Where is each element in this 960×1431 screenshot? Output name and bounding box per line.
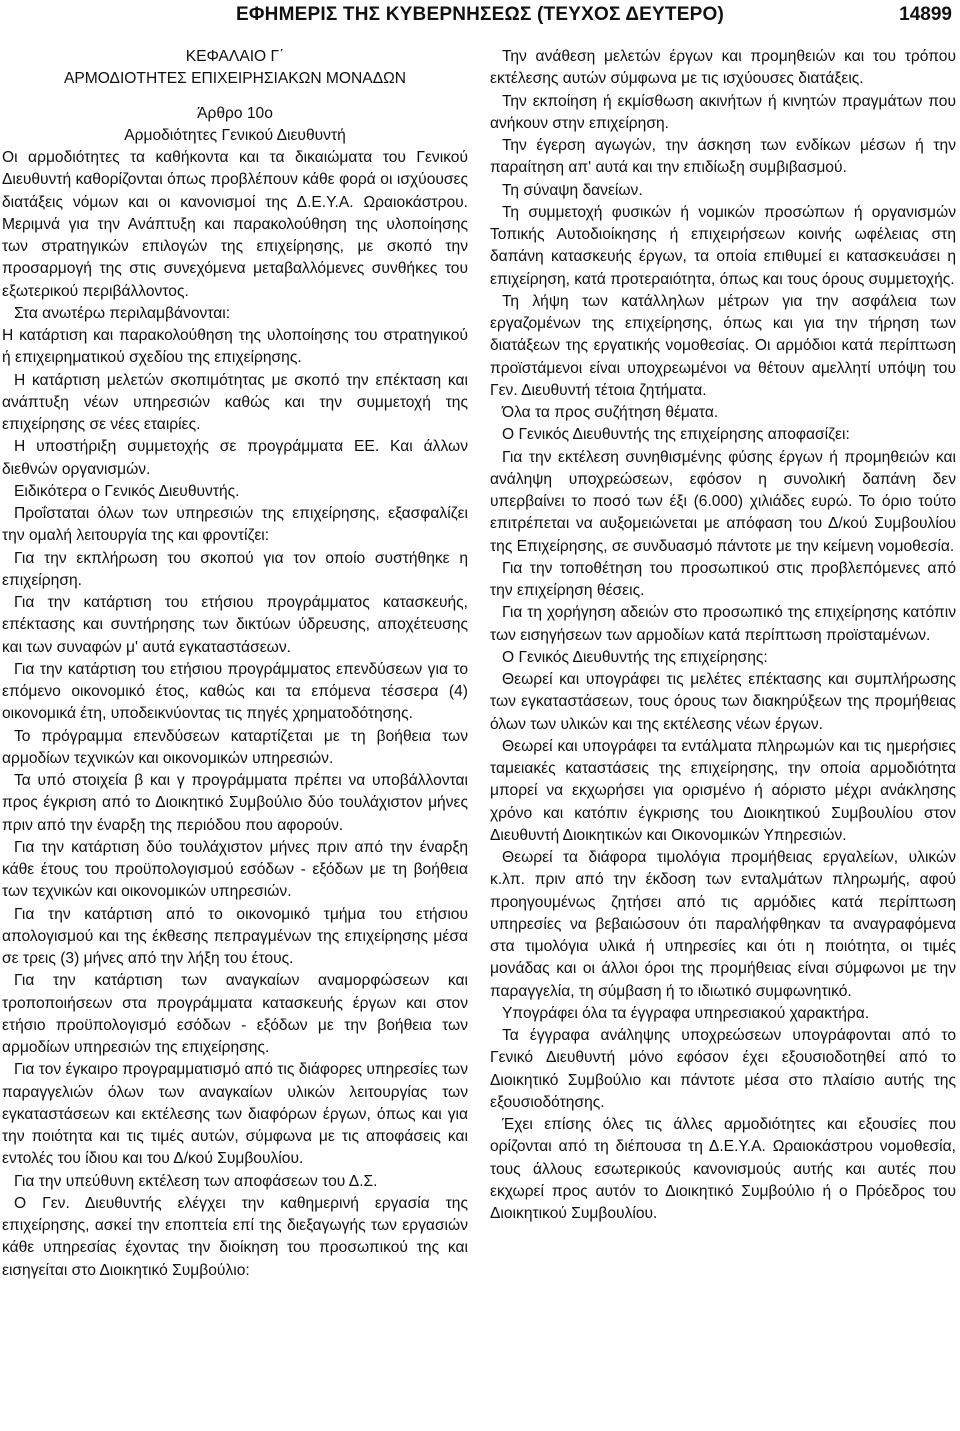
- paragraph: Την έγερση αγωγών, την άσκηση των ενδίκων μέσων ή την παραίτηση απ' αυτά και την επιδίωξη συμβιβασμού.: [490, 137, 956, 177]
- page-number: 14899: [899, 4, 952, 25]
- paragraph: Για την κατάρτιση του ετήσιου προγράμματος επενδύσεων για το επόμενο οικονομικό έτος, καθώς και τα επόμενα τέσσερα (4) οικονομικά έτη, υποδεικνύοντας τις πηγές χρηματοδότησης.: [2, 660, 468, 723]
- paragraph: Το πρόγραμμα επενδύσεων καταρτίζεται με τη βοήθεια των αρμοδίων τεχνικών και οικονομικών υπηρεσιών.: [2, 727, 468, 767]
- paragraph: Για την κατάρτιση δύο τουλάχιστον μήνες πριν από την έναρξη κάθε έτους του προϋπολογισμού εσόδων - εξόδων με τη βοήθεια των τεχνικών και οικονομικών υπηρεσιών.: [2, 838, 468, 901]
- paragraph: Τα υπό στοιχεία β και γ προγράμματα πρέπει να υποβάλλονται προς έγκριση από το Διοικητικό Συμβούλιο δύο τουλάχιστον μήνες πριν από την έναρξη της περιόδου που αφορούν.: [2, 772, 468, 834]
- paragraph: Ο Γενικός Διευθυντής της επιχείρησης αποφασίζει:: [502, 426, 850, 444]
- paragraph: Για την κατάρτιση του ετήσιου προγράμματος κατασκευής, επέκτασης και συντήρησης των δικτύων ύδρευσης, αποχέτευσης και των συναφών μ' αυτά εγκαταστάσεων.: [2, 594, 468, 656]
- paragraph: Ειδικότερα ο Γενικός Διευθυντής.: [14, 482, 240, 500]
- paragraph: Υπογράφει όλα τα έγγραφα υπηρεσιακού χαρακτήρα.: [502, 1004, 870, 1022]
- paragraph: Τη λήψη των κατάλληλων μέτρων για την ασφάλεια των εργαζομένων της επιχείρησης, όπως και για την τήρηση των διατάξεων της εργατικής νομοθεσίας. Οι αρμόδιοι κατά περίπτωση προϊστάμενοι είναι υποχρεωμένοι να θέτουν αμελλητί υπόψη του Γεν. Διευθυντή τέτοια ζητήματα.: [490, 292, 956, 399]
- paragraph: Για την εκπλήρωση του σκοπού για τον οποίο συστήθηκε η επιχείρηση.: [2, 549, 468, 589]
- paragraph: Για την τοποθέτηση του προσωπικού στις προβλεπόμενες από την επιχείρηση θέσεις.: [490, 559, 956, 599]
- chapter-title: ΑΡΜΟΔΙΟΤΗΤΕΣ ΕΠΙΧΕΙΡΗΣΙΑΚΩΝ ΜΟΝΑΔΩΝ: [63, 70, 407, 88]
- paragraph: Τη συμμετοχή φυσικών ή νομικών προσώπων ή οργανισμών Τοπικής Αυτοδιοίκησης ή επιχειρήσεων κοινής ωφέλειας στη δαπάνη κατασκευής έργων, τα οποία επιθυμεί ει κατασκευάσει η επιχείρηση, κατά προτεραιότητα, όπως και τους όρους συμμετοχής.: [490, 203, 956, 288]
- paragraph: Έχει επίσης όλες τις άλλες αρμοδιότητες και εξουσίες που ορίζονται από τη διέπουσα τη Δ.Ε.Υ.Α. Ωραιοκάστρου νομοθεσία, τους άλλους εσωτερικούς κανονισμούς αυτής και αυτές που εκχωρεί προς αυτόν το Διοικητικό Συμβούλιο ή ο Πρόεδρος του Διοικητικού Συμβουλίου.: [490, 1116, 956, 1222]
- paragraph: Για την υπεύθυνη εκτέλεση των αποφάσεων του Δ.Σ.: [14, 1172, 378, 1190]
- paragraph: Για την κατάρτιση των αναγκαίων αναμορφώσεων και τροποποιήσεων στα προγράμματα κατασκευής έργων και στον ετήσιο προϋπολογισμό εσόδων - εξόδων με την βοήθεια των αρμοδίων υπηρεσιών της επιχείρησης.: [2, 972, 468, 1056]
- article-heading: Άρθρο 10ο: [197, 104, 273, 122]
- paragraph: Ο Γεν. Διευθυντής ελέγχει την καθημερινή εργασία της επιχείρησης, ασκεί την εποπτεία επί της διεξαγωγής των εργασιών κάθε υπηρεσίας έχοντας την διοίκηση του προσωπικού της και εισηγείται στο Διοικητικό Συμβούλιο:: [2, 1194, 468, 1279]
- paragraph: Για την κατάρτιση από το οικονομικό τμήμα του ετήσιου απολογισμού και της έκθεσης πεπραγμένων της επιχείρησης μέσα σε τρεις (3) μήνες από την λήξη του έτους.: [2, 905, 468, 967]
- paragraph: Ο Γενικός Διευθυντής της επιχείρησης:: [502, 648, 768, 666]
- paragraph: Στα ανωτέρω περιλαμβάνονται:: [14, 304, 231, 322]
- page-header: [0, 0, 960, 36]
- paragraph: Η υποστήριξη συμμετοχής σε προγράμματα ΕΕ. Και άλλων διεθνών οργανισμών.: [2, 438, 468, 478]
- paragraph: Η κατάρτιση μελετών σκοπιμότητας με σκοπό την επέκταση και ανάπτυξη νέων υπηρεσιών καθώς και την συμμετοχή της επιχείρησης σε νέες εταιρίες.: [2, 371, 468, 433]
- paragraph: Τη σύναψη δανείων.: [502, 181, 643, 199]
- left-column: [2, 46, 468, 1282]
- paragraph: Τα έγγραφα ανάληψης υποχρεώσεων υπογράφονται από το Γενικό Διευθυντή μόνο εφόσον έχει εξουσιοδοτηθεί από το Διοικητικό Συμβούλιο και πάντοτε μέσα στο πλαίσιο αυτής της εξουσιοδότησης.: [490, 1027, 956, 1111]
- paragraph: Την ανάθεση μελετών έργων και προμηθειών και του τρόπου εκτέλεσης αυτών σύμφωνα με τις ισχύουσες διατάξεις.: [490, 48, 956, 88]
- paragraph: Για την εκτέλεση συνηθισμένης φύσης έργων ή προμηθειών και ανάληψη υποχρεώσεων, εφόσον η συνολική δαπάνη δεν υπερβαίνει το ποσό των έξι (6.000) χιλιάδες ευρώ. Το όριο τούτο επιτρέπεται να αυξομειώνεται με απόφαση του Δ/κού Συμβουλίου της Επιχείρησης, σε συνδυασμό πάντοτε με την κείμενη νομοθεσία.: [490, 448, 956, 555]
- paragraph: Για τη χορήγηση αδειών στο προσωπικό της επιχείρησης κατόπιν των εισηγήσεων των αρμοδίων κατά περίπτωση προϊσταμένων.: [490, 604, 956, 644]
- paragraph: Οι αρμοδιότητες τα καθήκοντα και τα δικαιώματα του Γενικού Διευθυντή καθορίζονται όπως προβλέπουν κάθε φορά οι ισχύουσες διατάξεις νόμων και οι κανονισμοί της Δ.Ε.Υ.Α. Ωραιοκάστρου. Μεριμνά για την Ανάπτυξη και παρακολούθηση της υλοποίησης των στρατηγικών επιλογών της επιχείρησης, με σκοπό την προσαρμογή της στις συνεχόμενα μεταβαλλόμενες συνθήκες του εξωτερικού περιβάλλοντος.: [2, 149, 468, 300]
- paragraph: Θεωρεί και υπογράφει τις μελέτες επέκτασης και συμπλήρωσης των εγκαταστάσεων, τους όρους των διακηρύξεων της προμήθειας όλων των υλικών και της εκτέλεσης νέων έργων.: [490, 671, 956, 733]
- chapter-heading: ΚΕΦΑΛΑΙΟ Γ΄: [185, 48, 285, 65]
- paragraph: Θεωρεί τα διάφορα τιμολόγια προμήθειας εργαλείων, υλικών κ.λπ. πριν από την έκδοση των ενταλμάτων πληρωμής, αφού προηγουμένως ζητήσει από τις αρμόδιες κατά περίπτωση υπηρεσίες να βεβαιώσουν ότι παραλήφθηκαν τα αναγραφόμενα στα τιμολόγια υλικά ή υπηρεσίες και ότι η ποιότητα, οι τιμές μονάδας και οι άλλοι όροι της προμήθειας είναι σύμφωνοι με την παραγγελία, τη σύμβαση ή το ιδιωτικό συμφωνητικό.: [490, 849, 956, 1000]
- paragraph: Η κατάρτιση και παρακολούθηση της υλοποίησης του στρατηγικού ή επιχειρηματικού σχεδίου της επιχείρησης.: [2, 327, 468, 367]
- paragraph: Θεωρεί και υπογράφει τα εντάλματα πληρωμών και τις ημερήσιες ταμειακές καταστάσεις της επιχείρησης, την οποία αρμοδιότητα μπορεί να εκχωρήσει για ορισμένο ή αόριστο μέχρι ανάκλησης χρόνο και κατόπιν έγκρισης του Διοικητικού Συμβουλίου στον Διευθυντή Διοικητικών και Οικονομικών Υπηρεσιών.: [490, 737, 956, 844]
- article-title: Αρμοδιότητες Γενικού Διευθυντή: [124, 126, 346, 144]
- paragraph: Για τον έγκαιρο προγραμματισμό από τις διάφορες υπηρεσίες των παραγγελιών όλων των αναγκαίων υλικών λειτουργίας των εγκαταστάσεων και εκτέλεσης των διαφόρων έργων, όπως και για την ποιότητα και τις τιμές αυτών, σύμφωνα με τις αποφάσεις και εντολές του ίδιου και του Δ/κού Συμβουλίου.: [2, 1061, 468, 1168]
- gazette-title: ΕΦΗΜΕΡΙΣ ΤΗΣ ΚΥΒΕΡΝΗΣΕΩΣ (ΤΕΥΧΟΣ ΔΕΥΤΕΡΟ): [236, 4, 724, 25]
- paragraph: Όλα τα προς συζήτηση θέματα.: [502, 404, 719, 421]
- paragraph: Προΐσταται όλων των υπηρεσιών της επιχείρησης, εξασφαλίζει την ομαλή λειτουργία της και φροντίζει:: [2, 505, 468, 545]
- paragraph: Την εκποίηση ή εκμίσθωση ακινήτων ή κινητών πραγμάτων που ανήκουν στην επιχείρηση.: [490, 92, 956, 132]
- right-column: [490, 46, 956, 1225]
